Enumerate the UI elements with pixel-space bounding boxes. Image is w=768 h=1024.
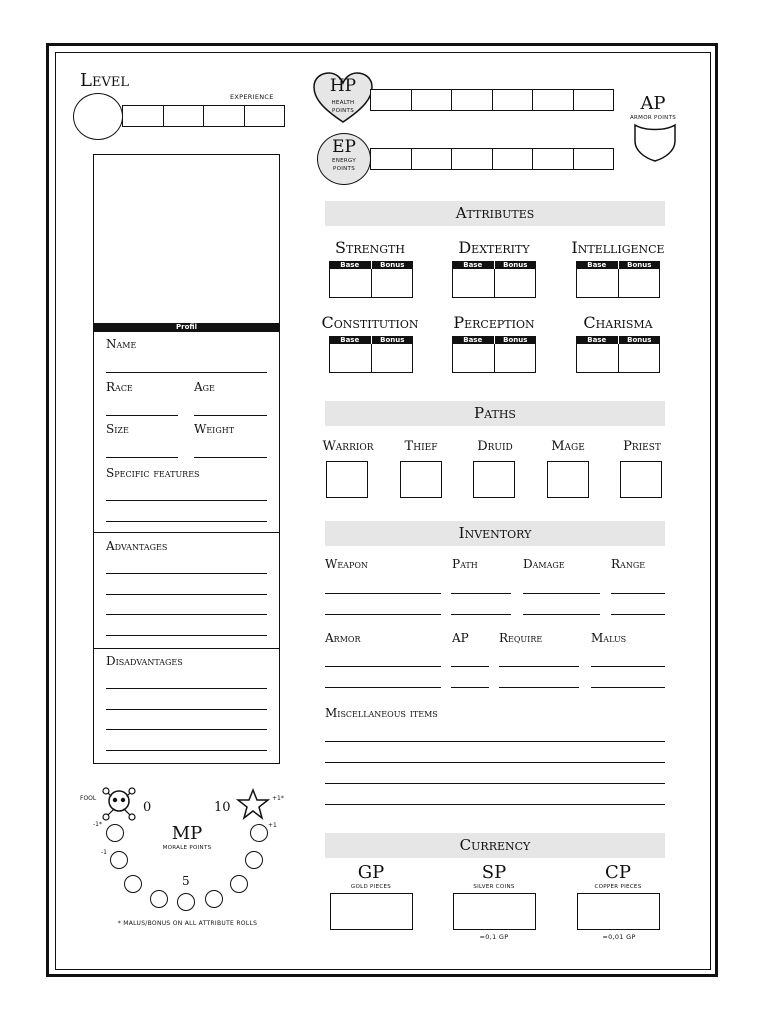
bonus-input[interactable]: [372, 269, 414, 298]
ep-boxes: [370, 148, 614, 170]
bonus-header: Bonus: [372, 261, 414, 269]
size-label: Size: [106, 422, 129, 436]
path-thief-label: Thief: [404, 439, 438, 454]
bonus-input[interactable]: [495, 269, 537, 298]
attribute-name-constitution: Constitution: [321, 313, 419, 332]
morale-point[interactable]: [177, 893, 195, 911]
bonus-input[interactable]: [619, 344, 661, 373]
morale-point[interactable]: [245, 851, 263, 869]
range-line[interactable]: [611, 593, 665, 594]
ap-line[interactable]: [451, 687, 489, 688]
weapon-line[interactable]: [325, 614, 441, 615]
morale-zero: 0: [143, 800, 152, 815]
shield-icon: [633, 123, 677, 163]
misc-line[interactable]: [325, 762, 665, 763]
level-circle[interactable]: [73, 93, 123, 140]
minus-one-label: -1: [101, 849, 107, 856]
morale-point[interactable]: [230, 875, 248, 893]
base-input[interactable]: [576, 344, 619, 373]
advantages-line[interactable]: [106, 573, 267, 574]
attribute-box-constitution: [329, 336, 413, 373]
level-label: Level: [80, 70, 129, 91]
age-line[interactable]: [194, 415, 267, 416]
disadvantages-line[interactable]: [106, 688, 267, 689]
base-header: Base: [329, 261, 371, 269]
name-line[interactable]: [106, 372, 267, 373]
bonus-header: Bonus: [372, 336, 414, 344]
size-line[interactable]: [106, 457, 178, 458]
morale-point[interactable]: [205, 890, 223, 908]
base-input[interactable]: [452, 344, 495, 373]
morale-footnote: * MALUS/BONUS ON ALL ATTRIBUTE ROLLS: [117, 920, 258, 927]
minus-one-star-label: -1*: [93, 821, 102, 828]
cp-note: =0,01 GP: [602, 933, 636, 941]
ep-abbr: EP: [332, 137, 356, 157]
malus-line[interactable]: [591, 666, 665, 667]
ep-box[interactable]: [492, 148, 533, 170]
damage-label: Damage: [523, 557, 565, 571]
morale-point[interactable]: [124, 875, 142, 893]
ep-caption: ENERGY POINTS: [331, 158, 357, 172]
plus-one-star-label: +1*: [272, 795, 284, 802]
hp-caption: HEALTH POINTS: [331, 100, 355, 114]
misc-line[interactable]: [325, 783, 665, 784]
attribute-name-dexterity: Dexterity: [458, 238, 530, 257]
morale-point[interactable]: [110, 851, 128, 869]
morale-point[interactable]: [250, 824, 268, 842]
armor-line[interactable]: [325, 666, 441, 667]
path-mage-box[interactable]: [547, 461, 589, 498]
armor-line[interactable]: [325, 687, 441, 688]
base-header: Base: [452, 261, 494, 269]
features-line[interactable]: [106, 521, 267, 522]
bonus-header: Bonus: [619, 261, 661, 269]
ep-box[interactable]: [411, 148, 452, 170]
attribute-box-dexterity: [452, 261, 536, 298]
misc-line[interactable]: [325, 804, 665, 805]
attribute-name-charisma: Charisma: [583, 313, 653, 332]
base-header: Base: [452, 336, 494, 344]
base-header: Base: [329, 336, 371, 344]
ep-box[interactable]: [451, 148, 492, 170]
attribute-name-intelligence: Intelligence: [571, 238, 665, 257]
experience-label: EXPERIENCE: [230, 93, 274, 101]
attribute-box-strength: [329, 261, 413, 298]
path-priest-box[interactable]: [620, 461, 662, 498]
require-label: Require: [499, 631, 543, 645]
gp-abbr: GP: [357, 862, 385, 883]
profile-title: Profil: [93, 323, 280, 332]
experience-box[interactable]: [244, 105, 286, 127]
advantages-line[interactable]: [106, 594, 267, 595]
bonus-header: Bonus: [495, 336, 537, 344]
bonus-header: Bonus: [495, 261, 537, 269]
ep-box[interactable]: [573, 148, 615, 170]
path-druid-box[interactable]: [473, 461, 515, 498]
path-warrior-label: Warrior: [322, 439, 374, 454]
bonus-input[interactable]: [619, 269, 661, 298]
race-line[interactable]: [106, 415, 178, 416]
name-label: Name: [106, 337, 137, 351]
attribute-name-perception: Perception: [453, 313, 535, 332]
bonus-input[interactable]: [372, 344, 414, 373]
attribute-box-intelligence: [576, 261, 660, 298]
hp-abbr: HP: [329, 76, 357, 96]
path-line[interactable]: [451, 614, 511, 615]
weapon-label: Weapon: [325, 557, 368, 571]
race-label: Race: [106, 380, 133, 394]
cp-caption: COPPER PIECES: [594, 884, 642, 890]
path-mage-label: Mage: [551, 439, 585, 454]
morale-point[interactable]: [106, 824, 124, 842]
hp-box[interactable]: [492, 89, 533, 111]
sp-caption: SILVER COINS: [473, 884, 515, 890]
section-divider: [93, 532, 280, 533]
hp-box[interactable]: [573, 89, 615, 111]
require-line[interactable]: [499, 666, 579, 667]
base-header: Base: [576, 336, 618, 344]
attributes-banner: Attributes: [325, 201, 665, 226]
misc-items-label: Miscellaneous items: [325, 706, 438, 720]
base-input[interactable]: [452, 269, 495, 298]
disadvantages-line[interactable]: [106, 729, 267, 730]
hp-boxes: [370, 89, 614, 111]
experience-boxes: [122, 105, 285, 127]
damage-line[interactable]: [523, 614, 600, 615]
weight-label: Weight: [194, 422, 235, 436]
advantages-line[interactable]: [106, 635, 267, 636]
mp-caption: MORALE POINTS: [162, 845, 212, 851]
hp-box[interactable]: [370, 89, 411, 111]
star-icon: [236, 788, 270, 820]
ep-box[interactable]: [532, 148, 573, 170]
hp-box[interactable]: [532, 89, 573, 111]
range-line[interactable]: [611, 614, 665, 615]
sp-box[interactable]: [453, 893, 536, 930]
weapon-line[interactable]: [325, 593, 441, 594]
armor-ap-label: AP: [452, 631, 469, 645]
currency-banner: Currency: [325, 833, 665, 858]
plus-one-label: +1: [268, 822, 277, 829]
path-druid-label: Druid: [477, 439, 513, 454]
disadvantages-line[interactable]: [106, 709, 267, 710]
cp-abbr: CP: [605, 862, 631, 883]
path-warrior-box[interactable]: [326, 461, 368, 498]
ep-box[interactable]: [370, 148, 411, 170]
attribute-name-strength: Strength: [335, 238, 405, 257]
mp-abbr: MP: [171, 823, 203, 844]
paths-banner: Paths: [325, 401, 665, 426]
inventory-banner: Inventory: [325, 521, 665, 546]
bonus-header: Bonus: [619, 336, 661, 344]
base-input[interactable]: [329, 269, 372, 298]
path-thief-box[interactable]: [400, 461, 442, 498]
ap-line[interactable]: [451, 666, 489, 667]
gp-box[interactable]: [330, 893, 413, 930]
base-input[interactable]: [576, 269, 619, 298]
disadvantages-label: Disadvantages: [106, 654, 183, 668]
portrait-area[interactable]: [93, 154, 280, 323]
attribute-box-perception: [452, 336, 536, 373]
ap-caption: ARMOR POINTS: [629, 115, 677, 121]
base-header: Base: [576, 261, 618, 269]
experience-box[interactable]: [122, 105, 163, 127]
path-priest-label: Priest: [623, 439, 661, 454]
malus-label: Malus: [591, 631, 627, 645]
sp-abbr: SP: [481, 862, 507, 883]
morale-ten: 10: [214, 800, 231, 815]
base-input[interactable]: [329, 344, 372, 373]
fool-label: FOOL: [80, 795, 97, 802]
weight-line[interactable]: [194, 457, 267, 458]
hp-box[interactable]: [451, 89, 492, 111]
section-divider: [93, 648, 280, 649]
cp-box[interactable]: [577, 893, 660, 930]
bonus-input[interactable]: [495, 344, 537, 373]
path-line[interactable]: [451, 593, 511, 594]
hp-box[interactable]: [411, 89, 452, 111]
require-line[interactable]: [499, 687, 579, 688]
morale-five: 5: [182, 874, 190, 888]
experience-box[interactable]: [163, 105, 204, 127]
sp-note: =0,1 GP: [479, 933, 509, 941]
armor-label: Armor: [325, 631, 361, 645]
morale-point[interactable]: [150, 890, 168, 908]
malus-line[interactable]: [591, 687, 665, 688]
misc-line[interactable]: [325, 741, 665, 742]
age-label: Age: [194, 380, 215, 394]
experience-box[interactable]: [203, 105, 244, 127]
advantages-label: Advantages: [106, 539, 168, 553]
gp-caption: GOLD PIECES: [350, 884, 392, 890]
range-label: Range: [611, 557, 646, 571]
features-line[interactable]: [106, 500, 267, 501]
advantages-line[interactable]: [106, 614, 267, 615]
weapon-path-label: Path: [452, 557, 478, 571]
damage-line[interactable]: [523, 593, 600, 594]
attribute-box-charisma: [576, 336, 660, 373]
skull-icon: [102, 787, 136, 823]
disadvantages-line[interactable]: [106, 750, 267, 751]
specific-features-label: Specific features: [106, 466, 200, 480]
ap-abbr: AP: [640, 93, 666, 114]
